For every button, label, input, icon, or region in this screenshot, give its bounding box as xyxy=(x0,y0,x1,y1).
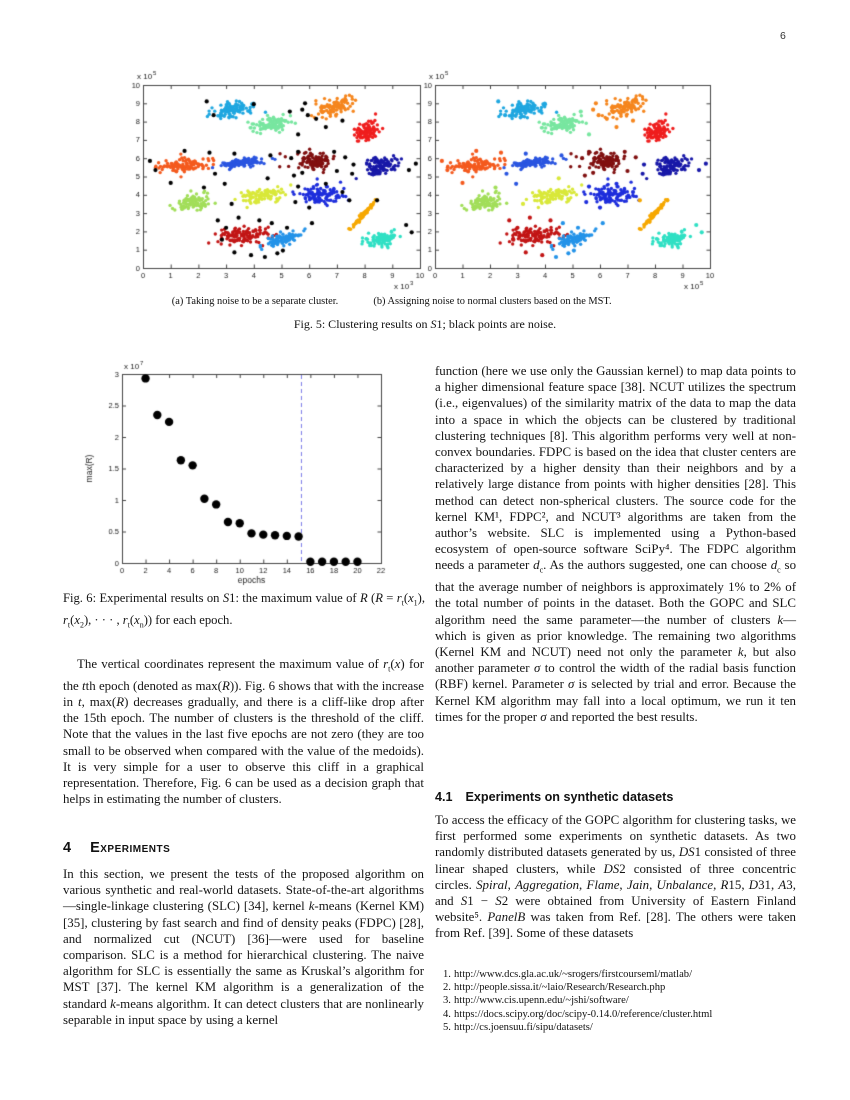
fig5a-subcaption: (a) Taking noise to be a separate cluster. xyxy=(171,296,339,307)
footnotes-list xyxy=(443,968,795,1034)
footnote-number: 2. xyxy=(443,982,451,994)
paragraph-vertical-coordinates: The vertical coordinates represent the maximum value of $r_t(x)$ for the tth epoch (denoted as max(R)). Fig. 6 shows that with the increase in t, max(R) decreases gradually, and there is a cliff-like drop after the 15th epoch. The number of clusters is the threshold of the cliff. Note that the values in the last five epochs are not zero (they are too small to be observed when compared with the value of the medoids). It is very simple for a user to observe this cliff in a graphical representation. Therefore, Fig. 6 can be used as a decision graph that helps in estimating the number of clusters. xyxy=(63,657,425,807)
subsection-title: Experiments on synthetic datasets xyxy=(465,790,674,804)
fig6-decision-graph-plot xyxy=(80,358,425,593)
footnote-url-link[interactable]: http://people.sissa.it/~laio/Research/Research.php xyxy=(453,982,666,994)
footnote-number: 1. xyxy=(443,969,451,980)
fig6-caption: Fig. 6: Experimental results on S1: the maximum value of R ($R = r_t(x_1)$, $r_t(x_2)$, · · · , $r_t(x_n)$) for each epoch. xyxy=(63,591,426,630)
footnote xyxy=(443,981,795,994)
footnote xyxy=(443,1008,795,1021)
fig5-caption: Fig. 5: Clustering results on S1; black points are noise. xyxy=(293,317,557,331)
section-4-1-heading xyxy=(435,788,673,806)
footnote-url-link[interactable]: https://docs.scipy.org/doc/scipy-0.14.0/reference/cluster.html xyxy=(453,1008,713,1020)
page-number: 6 xyxy=(780,30,786,42)
fig5-clustering-scatter-plots xyxy=(95,70,760,305)
footnote xyxy=(443,994,795,1007)
footnote xyxy=(443,1021,795,1034)
paragraph-experiments-intro: In this section, we present the tests of the proposed algorithm on various synthetic and real-world datasets. State-of-the-art algorithms—single-linkage clustering (SLC) [34], kernel k-means (Kernel KM) [35], clustering by fast search and find of density peaks (FDPC) [28], and normalized cut (NCUT) [36]—were used for baseline comparison. SLC is a method for hierarchical clustering. The naive algorithm for SLC is essentially the same as Kruskal’s algorithm for MST [37]. The kernel KM algorithm is a generalization of the standard k-means algorithm. It can detect clusters that are nonlinearly separable in input space by using a kernel xyxy=(63,867,424,1027)
section-number: 4 xyxy=(63,840,72,856)
footnote-number: 5. xyxy=(443,1021,451,1033)
footnote-number: 4. xyxy=(443,1008,451,1020)
footnote-url-link[interactable]: http://www.dcs.gla.ac.uk/~srogers/firstcourseml/matlab/ xyxy=(453,969,693,980)
fig5b-subcaption: (b) Assigning noise to normal clusters based on the MST. xyxy=(373,296,612,307)
section-title: Experiments xyxy=(90,840,171,856)
subsection-number: 4.1 xyxy=(435,790,453,804)
footnote-url-link[interactable]: http://cs.joensuu.fi/sipu/datasets/ xyxy=(453,1021,593,1033)
footnote-number: 3. xyxy=(443,995,451,1007)
footnote xyxy=(443,968,795,981)
section-4-heading xyxy=(63,839,170,857)
footnote-url-link[interactable]: http://www.cis.upenn.edu/~jshi/software/ xyxy=(453,995,629,1007)
paragraph-synthetic-datasets: To access the efficacy of the GOPC algorithm for clustering tasks, we first performed some experiments on synthetic datasets. As two randomly distributed datasets generated by us, DS1 consisted of three linear shaped clusters, while DS2 consisted of three concentric circles. Spiral, Aggregation, Flame, Jain, Unbalance, R15, D31, A3, and S1 − S2 were obtained from University of Eastern Finland website⁵. PanelB was taken from Ref. [28]. The others were taken from Ref. [39]. Some of these datasets xyxy=(435,813,796,941)
paragraph-baseline-algorithms: function (here we use only the Gaussian kernel) to map data points to a higher dimensional feature space [38]. NCUT utilizes the spectrum (i.e., eigenvalues) of the similarity matrix of the data to map the data into a space in which the objects can be clustered by traditional clustering techniques [8]. This algorithm performs very well at non-convex boundaries. FDPC is based on the idea that cluster centers are characterized by a higher density than their neighbors and by a relatively large distance from points with higher densities [28]. This method can detect non-spherical clusters. The source code for the kernel KM¹, FDPC², and NCUT³ algorithms are taken from the author’s website. SLC is implemented using a Python-based ecosystem of open-source software SciPy⁴. The FDPC algorithm needs a parameter $d_c$. As the authors suggested, one can choose $d_c$ so that the average number of neighbors is approximately 1% to 2% of the total number of points in the dataset. Both the GOPC and SLC algorithm need the same parameter—the number of clusters k—which is given as prior knowledge. The remaining two algorithms (Kernel KM and NCUT) need not only the parameter k, but also another parameter σ to control the width of the radial basis function (RBF) kernel. Parameter σ is selected by trial and error. Because the Kernel KM algorithm may fall into a local optimum, we run it ten times for the proper σ and reported the best results. xyxy=(435,364,797,724)
